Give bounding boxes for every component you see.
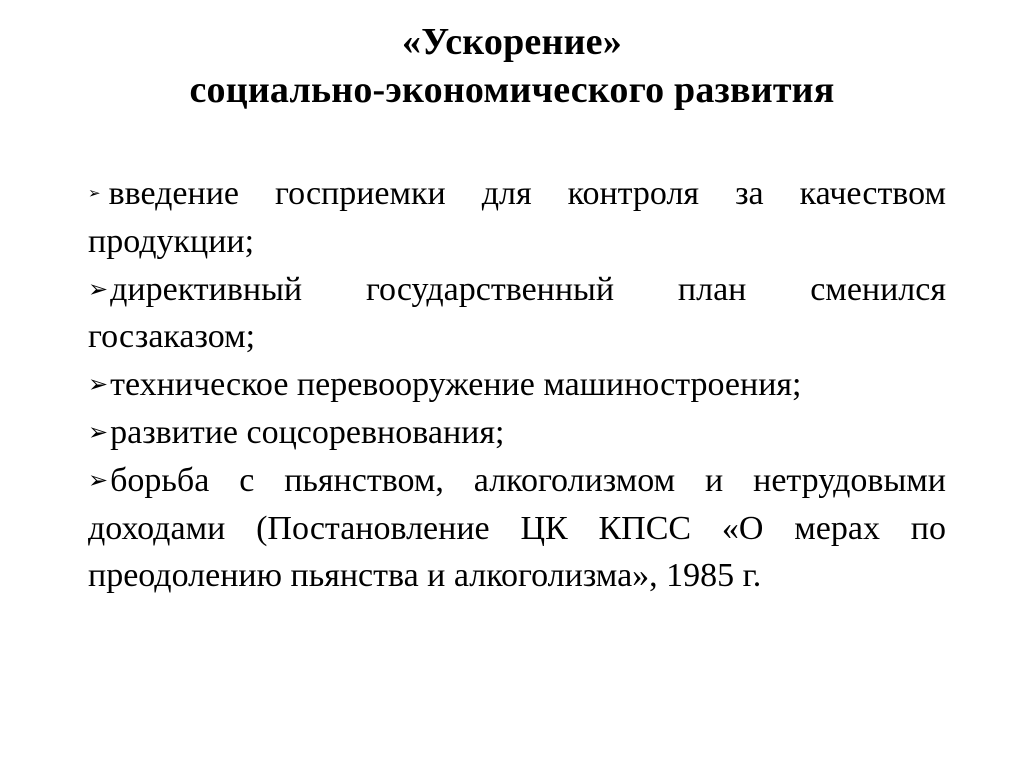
bullet-list bbox=[88, 170, 946, 600]
arrow-bullet-icon: ➢ bbox=[88, 417, 109, 446]
bullet-item bbox=[88, 266, 946, 362]
slide-title bbox=[60, 18, 964, 114]
bullet-item bbox=[88, 361, 946, 409]
title-line-1: «Ускорение» bbox=[402, 21, 622, 63]
bullet-text: директивный государственный план сменился госзаказом; bbox=[88, 270, 946, 356]
arrow-bullet-icon: ➢ bbox=[88, 370, 109, 399]
arrow-bullet-icon: ➢ bbox=[88, 465, 109, 494]
bullet-text: техническое перевооружение машиностроения; bbox=[110, 366, 802, 404]
bullet-item bbox=[88, 409, 946, 457]
bullet-item bbox=[88, 170, 946, 266]
arrow-bullet-icon: ➢ bbox=[88, 184, 101, 202]
bullet-text: развитие соцсоревнования; bbox=[110, 413, 505, 451]
arrow-bullet-icon: ➢ bbox=[88, 274, 109, 303]
title-line-2: социально-экономического развития bbox=[189, 69, 835, 111]
bullet-item bbox=[88, 457, 946, 600]
bullet-text: борьба с пьянством, алкоголизмом и нетрудовыми доходами (Постановление ЦК КПСС «О мерах по преодолению пьянства и алкоголизма», 1985 г. bbox=[88, 461, 946, 595]
bullet-text: введение госприемки для контроля за качеством продукции; bbox=[88, 175, 946, 260]
